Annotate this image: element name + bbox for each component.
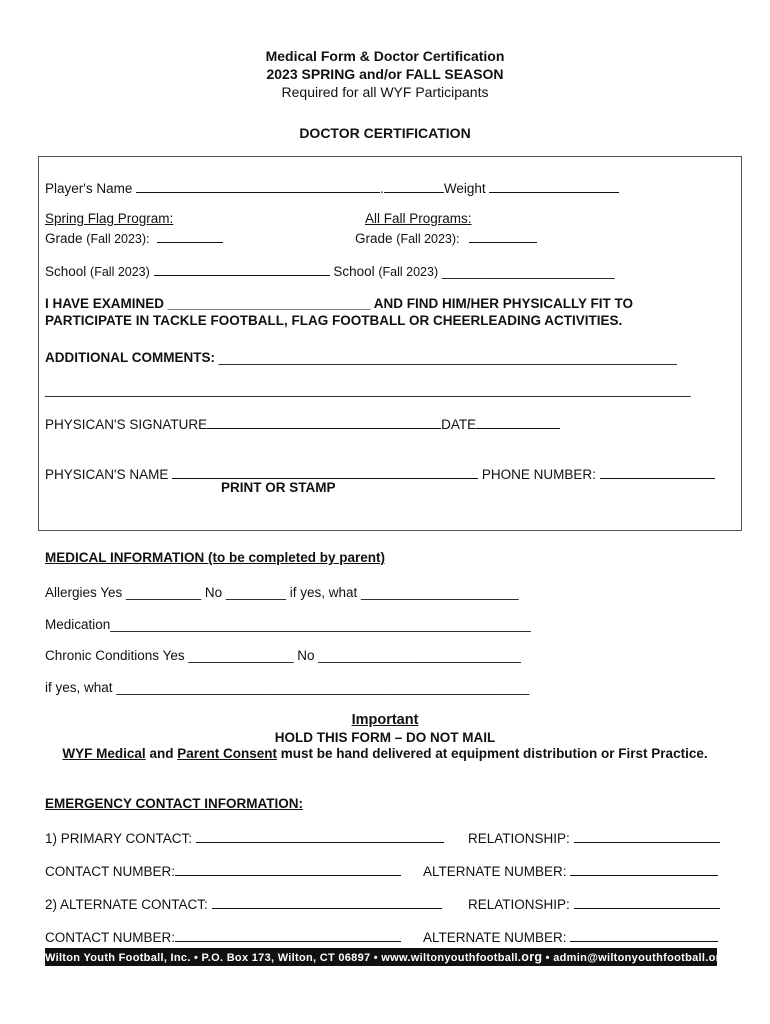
alternate-number-field[interactable] [570, 861, 718, 876]
school2-note: (Fall 2023) [378, 265, 439, 279]
delivery-note [0, 746, 770, 761]
primary-contact-label: 1) PRIMARY CONTACT: [45, 831, 193, 846]
school-note: (Fall 2023) [90, 265, 150, 279]
physician-name-label: PHYSICAN'S NAME [45, 467, 169, 482]
alternate-contact-field[interactable] [212, 894, 442, 909]
medication-row[interactable]: Medication________________________________________________________ [45, 617, 531, 632]
alternate-number-label: ALTERNATE NUMBER: [423, 864, 567, 879]
relationship2-row [468, 894, 720, 912]
footer-bar [45, 948, 728, 966]
alternate-number-row [423, 861, 718, 879]
medical-info-title: MEDICAL INFORMATION (to be completed by parent) [45, 550, 386, 565]
parent-consent-text: Parent Consent [177, 746, 277, 761]
comments-row [45, 350, 677, 365]
spring-grade-label: Grade [45, 231, 83, 246]
signature-row [45, 414, 560, 432]
print-or-stamp: PRINT OR STAMP [221, 480, 336, 495]
contact-number-label: CONTACT NUMBER: [45, 864, 176, 879]
primary-contact-field[interactable] [196, 828, 444, 843]
school2-field[interactable]: _______________________ [441, 264, 615, 279]
chronic-conditions-row[interactable]: Chronic Conditions Yes ______________ No ___________________________ [45, 648, 521, 663]
player-name-label: Player's Name [45, 181, 133, 196]
player-name-field[interactable] [136, 178, 380, 193]
and-text: and [149, 746, 174, 761]
alternate-contact-row [45, 894, 442, 912]
examined-text-2: AND FIND HIM/HER PHYSICALLY FIT TO [373, 296, 634, 311]
fall-grade-note: (Fall 2023): [396, 232, 460, 246]
signature-label: PHYSICAN'S SIGNATURE [45, 417, 208, 432]
delivery-rest-text: must be hand delivered at equipment distribution or First Practice. [280, 746, 708, 761]
required-note: Required for all WYF Participants [281, 84, 489, 100]
physician-name-field[interactable] [172, 464, 478, 479]
school-row [45, 261, 615, 279]
school-field[interactable] [154, 261, 330, 276]
relationship-field[interactable] [574, 828, 720, 843]
contact-number2-label: CONTACT NUMBER: [45, 930, 176, 945]
primary-contact-row [45, 828, 444, 846]
allergies-row[interactable]: Allergies Yes __________ No ________ if yes, what _____________________ [45, 585, 519, 600]
alternate-contact-label: 2) ALTERNATE CONTACT: [45, 897, 208, 912]
spring-grade-note: (Fall 2023): [86, 232, 150, 246]
footer-org-text: Wilton Youth Football, Inc. • P.O. Box 173, Wilton, CT 06897 • www.wiltonyouthfootball. [45, 952, 522, 964]
examined-line-2: PARTICIPATE IN TACKLE FOOTBALL, FLAG FOOTBALL OR CHEERLEADING ACTIVITIES. [45, 313, 623, 328]
comments-label: ADDITIONAL COMMENTS: [45, 350, 215, 365]
contact-number2-field[interactable] [175, 927, 401, 942]
weight-field[interactable] [489, 178, 619, 193]
alternate-number2-label: ALTERNATE NUMBER: [423, 930, 567, 945]
relationship-label: RELATIONSHIP: [468, 831, 570, 846]
physician-name-row [45, 464, 715, 482]
relationship2-label: RELATIONSHIP: [468, 897, 570, 912]
contact-number-row [45, 861, 401, 879]
player-name-field-extra[interactable] [384, 178, 444, 193]
fall-grade-field[interactable] [469, 228, 537, 243]
contact-number-field[interactable] [175, 861, 401, 876]
alternate-number2-row [423, 927, 718, 945]
school-label: School [45, 264, 87, 279]
examined-text-1: I HAVE EXAMINED [45, 296, 165, 311]
comments-field-2[interactable]: ______________________________________________________________________________________ [45, 382, 691, 397]
examined-row [45, 296, 633, 311]
date-label: DATE [441, 417, 477, 432]
player-name-row [45, 178, 619, 196]
phone-label: PHONE NUMBER: [481, 467, 596, 482]
section-title-doctor: DOCTOR CERTIFICATION [299, 125, 471, 141]
wyf-medical-text: WYF Medical [62, 746, 146, 761]
fall-grade-row [355, 228, 537, 246]
phone-field[interactable] [600, 464, 715, 479]
hold-form-note: HOLD THIS FORM – DO NOT MAIL [274, 730, 496, 745]
all-fall-label: All Fall Programs: [365, 211, 472, 226]
spring-grade-row [45, 228, 223, 246]
school2-label: School [333, 264, 375, 279]
player-name-dot: . [380, 181, 384, 196]
signature-field[interactable] [207, 414, 441, 429]
weight-label: Weight [443, 181, 486, 196]
comments-field[interactable]: _____________________________________________________________ [218, 350, 677, 365]
examined-name-field[interactable]: ___________________________ [167, 296, 371, 311]
fall-grade-label: Grade [355, 231, 393, 246]
footer-org-suffix: org [521, 950, 543, 964]
spring-flag-label: Spring Flag Program: [45, 211, 174, 226]
relationship-row [468, 828, 720, 846]
form-title: Medical Form & Doctor Certification [265, 48, 505, 64]
footer-email: • admin@wiltonyouthfootball.org [542, 952, 728, 964]
date-field[interactable] [476, 414, 560, 429]
contact-number2-row [45, 927, 401, 945]
season-title: 2023 SPRING and/or FALL SEASON [266, 66, 504, 82]
emergency-title: EMERGENCY CONTACT INFORMATION: [45, 796, 303, 811]
if-yes-row[interactable]: if yes, what _______________________________________________________ [45, 680, 530, 695]
spring-grade-field[interactable] [157, 228, 223, 243]
important-heading: Important [351, 712, 419, 728]
relationship2-field[interactable] [574, 894, 720, 909]
alternate-number2-field[interactable] [570, 927, 718, 942]
